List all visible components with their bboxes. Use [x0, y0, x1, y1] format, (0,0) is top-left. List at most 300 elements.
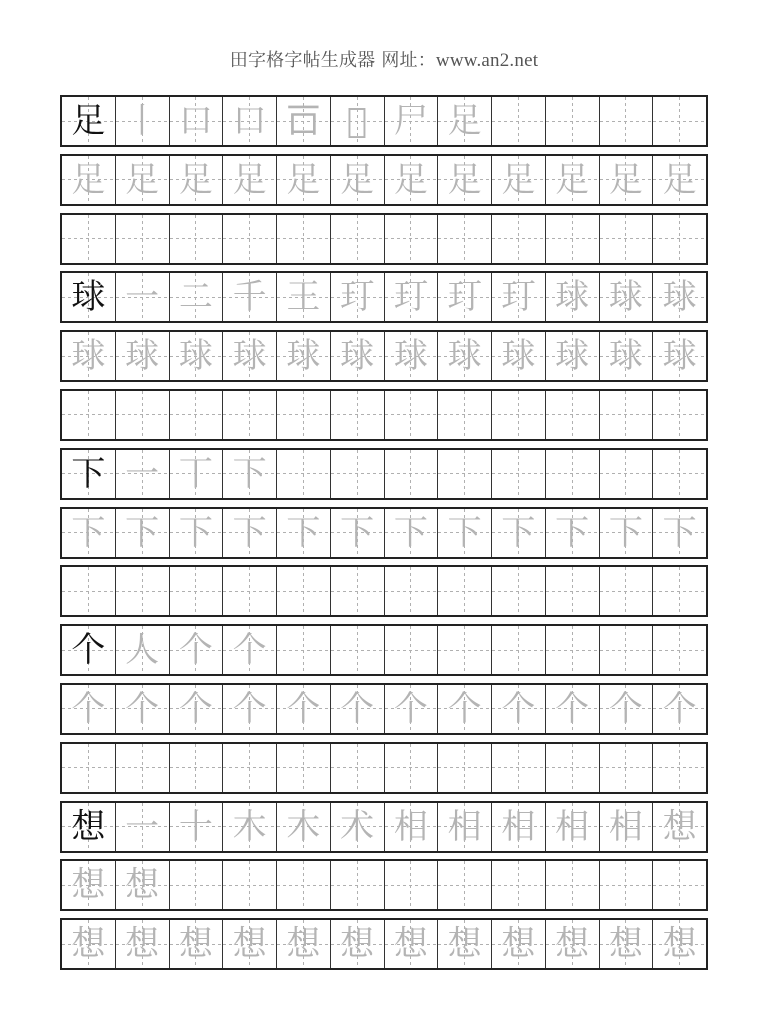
grid-cell: [62, 861, 116, 909]
grid-cell: [653, 332, 706, 380]
trace-character: 丨: [125, 101, 160, 141]
trace-character: [277, 626, 330, 674]
grid-cell: [331, 215, 385, 263]
trace-character: [546, 567, 599, 615]
grid-cell: [277, 920, 331, 968]
practice-row: [60, 213, 708, 265]
grid-cell: [385, 97, 439, 145]
trace-character: [600, 744, 653, 792]
trace-character: [492, 744, 545, 792]
grid-cell: [62, 332, 116, 380]
grid-cell: [600, 273, 654, 321]
trace-character: 想: [125, 924, 160, 965]
trace-character: [492, 626, 545, 674]
trace-character: 球: [662, 277, 697, 318]
grid-cell: [546, 156, 600, 204]
practice-row: [60, 624, 708, 676]
grid-cell: [223, 920, 277, 968]
trace-character: 个: [555, 688, 590, 729]
trace-character: 人: [125, 630, 160, 671]
trace-character: [600, 567, 653, 615]
trace-character: 球: [286, 336, 321, 377]
grid-cell: [331, 803, 385, 851]
grid-cell: [438, 509, 492, 557]
grid-cell: [600, 215, 654, 263]
trace-character: 玎: [447, 277, 482, 318]
trace-character: 下: [125, 512, 160, 553]
trace-character: 个: [125, 688, 160, 729]
grid-cell: [223, 685, 277, 733]
trace-character: [438, 567, 491, 615]
trace-character: [116, 567, 169, 615]
trace-character: [385, 567, 438, 615]
trace-character: [331, 626, 384, 674]
grid-cell: [492, 685, 546, 733]
grid-cell: [331, 861, 385, 909]
grid-cell: [492, 273, 546, 321]
trace-character: 下: [501, 512, 536, 553]
grid-cell: [385, 391, 439, 439]
grid-cell: [546, 626, 600, 674]
grid-cell: [116, 97, 170, 145]
grid-cell: [546, 803, 600, 851]
trace-character: [277, 450, 330, 498]
grid-cell: [385, 626, 439, 674]
grid-cell: [116, 156, 170, 204]
trace-character: [492, 861, 545, 909]
grid-cell: [492, 920, 546, 968]
grid-cell: [277, 685, 331, 733]
grid-cell: [170, 685, 224, 733]
trace-character: [223, 567, 276, 615]
trace-character: 足: [555, 159, 590, 200]
grid-cell: [277, 97, 331, 145]
trace-character: [546, 97, 599, 145]
grid-cell: [546, 685, 600, 733]
grid-cell: [492, 215, 546, 263]
page-header: [0, 46, 768, 72]
trace-character: 二: [178, 277, 213, 318]
grid-cell: [62, 567, 116, 615]
trace-character: [170, 567, 223, 615]
grid-cell: [277, 332, 331, 380]
grid-cell: [492, 803, 546, 851]
trace-character: 一: [125, 453, 160, 494]
trace-character: 足: [608, 159, 643, 200]
trace-character: [546, 861, 599, 909]
grid-cell: [170, 156, 224, 204]
trace-character: 想: [662, 924, 697, 965]
trace-character: [600, 391, 653, 439]
trace-character: 相: [555, 806, 590, 847]
trace-character: [277, 215, 330, 263]
trace-character: [62, 215, 115, 263]
practice-row: [60, 859, 708, 911]
trace-character: 下: [662, 512, 697, 553]
trace-character: [492, 215, 545, 263]
trace-character: 个: [71, 688, 106, 729]
trace-character: 𠯁: [346, 101, 368, 141]
trace-character: [385, 744, 438, 792]
trace-character: [385, 861, 438, 909]
grid-cell: [600, 391, 654, 439]
trace-character: [653, 567, 706, 615]
trace-character: [223, 861, 276, 909]
grid-cell: [492, 861, 546, 909]
trace-character: 球: [555, 336, 590, 377]
grid-cell: [546, 332, 600, 380]
grid-cell: [653, 803, 706, 851]
trace-character: 口: [178, 101, 213, 141]
trace-character: 下: [555, 512, 590, 553]
grid-cell: [653, 97, 706, 145]
trace-character: [438, 391, 491, 439]
grid-cell: [492, 509, 546, 557]
grid-cell: [600, 156, 654, 204]
trace-character: 玎: [393, 277, 428, 318]
grid-cell: [170, 273, 224, 321]
trace-character: [653, 744, 706, 792]
grid-cell: [492, 567, 546, 615]
trace-character: 想: [232, 924, 267, 965]
trace-character: 下: [232, 512, 267, 553]
trace-character: [62, 567, 115, 615]
grid-cell: [492, 97, 546, 145]
trace-character: [223, 215, 276, 263]
trace-character: 口: [232, 101, 267, 141]
trace-character: 足: [232, 159, 267, 200]
grid-cell: [277, 391, 331, 439]
grid-cell: [600, 97, 654, 145]
grid-cell: [223, 861, 277, 909]
grid-cell: [331, 626, 385, 674]
trace-character: [62, 744, 115, 792]
trace-character: 个: [286, 688, 321, 729]
trace-character: [600, 626, 653, 674]
trace-character: 足: [178, 159, 213, 200]
grid-cell: [546, 861, 600, 909]
grid-cell: [331, 685, 385, 733]
grid-cell: [277, 567, 331, 615]
trace-character: [546, 626, 599, 674]
grid-cell: [277, 626, 331, 674]
trace-character: 相: [501, 806, 536, 847]
trace-character: [223, 744, 276, 792]
grid-cell: [492, 744, 546, 792]
grid-cell: [492, 450, 546, 498]
practice-row: [60, 918, 708, 970]
trace-character: [331, 450, 384, 498]
grid-cell: [438, 97, 492, 145]
trace-character: [653, 450, 706, 498]
grid-cell: [385, 332, 439, 380]
trace-character: 𠮛: [286, 101, 321, 141]
grid-cell: [116, 332, 170, 380]
grid-cell: [385, 744, 439, 792]
grid-cell: [223, 744, 277, 792]
trace-character: [170, 744, 223, 792]
practice-row: [60, 565, 708, 617]
trace-character: [331, 391, 384, 439]
trace-character: 想: [125, 865, 160, 906]
trace-character: [492, 450, 545, 498]
trace-character: [546, 744, 599, 792]
trace-character: 球: [608, 336, 643, 377]
grid-cell: [62, 920, 116, 968]
grid-cell: [223, 391, 277, 439]
grid-cell: [331, 97, 385, 145]
model-character: 想: [71, 806, 106, 847]
grid-cell: [170, 215, 224, 263]
page-title: 田字格字帖生成器: [229, 50, 376, 71]
trace-character: [546, 215, 599, 263]
grid-cell: [62, 685, 116, 733]
trace-character: 球: [125, 336, 160, 377]
trace-character: 球: [178, 336, 213, 377]
trace-character: 木: [286, 806, 321, 847]
grid-cell: [653, 156, 706, 204]
grid-cell: [546, 744, 600, 792]
grid-cell: [653, 450, 706, 498]
grid-cell: [492, 332, 546, 380]
grid-cell: [600, 567, 654, 615]
trace-character: 个: [501, 688, 536, 729]
grid-cell: [546, 273, 600, 321]
trace-character: 丅: [178, 453, 213, 494]
trace-character: 足: [286, 159, 321, 200]
grid-cell: [653, 626, 706, 674]
grid-cell: [223, 803, 277, 851]
grid-cell: [653, 744, 706, 792]
grid-cell: [438, 626, 492, 674]
grid-cell: [492, 626, 546, 674]
trace-character: [438, 215, 491, 263]
grid-cell: [653, 920, 706, 968]
grid-cell: [438, 861, 492, 909]
trace-character: 玎: [501, 277, 536, 318]
grid-cell: [331, 509, 385, 557]
grid-cell: [170, 744, 224, 792]
grid-cell: [438, 567, 492, 615]
grid-cell: [223, 626, 277, 674]
trace-character: [277, 567, 330, 615]
trace-character: [62, 391, 115, 439]
practice-row: [60, 801, 708, 853]
trace-character: 个: [393, 688, 428, 729]
grid-cell: [170, 626, 224, 674]
grid-cell: [62, 626, 116, 674]
trace-character: 球: [608, 277, 643, 318]
practice-row: [60, 507, 708, 559]
grid-cell: [600, 744, 654, 792]
trace-character: 足: [125, 159, 160, 200]
grid-cell: [546, 450, 600, 498]
grid-cell: [492, 391, 546, 439]
trace-character: 足: [393, 159, 428, 200]
trace-character: 想: [501, 924, 536, 965]
trace-character: 想: [71, 924, 106, 965]
trace-character: [277, 391, 330, 439]
trace-character: [600, 861, 653, 909]
grid-cell: [385, 803, 439, 851]
grid-cell: [116, 215, 170, 263]
trace-character: [170, 391, 223, 439]
practice-row: [60, 330, 708, 382]
grid-cell: [653, 215, 706, 263]
grid-cell: [600, 685, 654, 733]
grid-cell: [385, 215, 439, 263]
model-character: 足: [71, 101, 106, 141]
trace-character: 足: [662, 159, 697, 200]
trace-character: 足: [447, 159, 482, 200]
trace-character: [331, 567, 384, 615]
grid-cell: [170, 97, 224, 145]
grid-cell: [653, 685, 706, 733]
trace-character: 足: [71, 159, 106, 200]
trace-character: [546, 391, 599, 439]
trace-character: 想: [393, 924, 428, 965]
trace-character: [653, 391, 706, 439]
grid-cell: [62, 215, 116, 263]
practice-row: [60, 389, 708, 441]
grid-cell: [546, 391, 600, 439]
trace-character: [116, 744, 169, 792]
trace-character: 个: [232, 688, 267, 729]
grid-cell: [546, 920, 600, 968]
grid-cell: [116, 567, 170, 615]
trace-character: [331, 744, 384, 792]
grid-cell: [116, 685, 170, 733]
grid-cell: [62, 391, 116, 439]
grid-cell: [385, 567, 439, 615]
grid-cell: [331, 156, 385, 204]
grid-cell: [385, 920, 439, 968]
grid-cell: [277, 744, 331, 792]
grid-cell: [170, 920, 224, 968]
practice-row: [60, 448, 708, 500]
grid-cell: [438, 450, 492, 498]
grid-cell: [653, 391, 706, 439]
trace-character: [653, 626, 706, 674]
grid-cell: [170, 567, 224, 615]
trace-character: 想: [608, 924, 643, 965]
grid-cell: [600, 450, 654, 498]
trace-character: 下: [71, 512, 106, 553]
grid-cell: [653, 861, 706, 909]
trace-character: 千: [232, 277, 267, 318]
trace-character: 下: [340, 512, 375, 553]
trace-character: [653, 861, 706, 909]
practice-row: [60, 742, 708, 794]
trace-character: 球: [555, 277, 590, 318]
trace-character: [170, 861, 223, 909]
grid-cell: [653, 509, 706, 557]
grid-cell: [438, 156, 492, 204]
trace-character: 十: [178, 806, 213, 847]
trace-character: [385, 215, 438, 263]
trace-character: 个: [178, 630, 213, 671]
grid-cell: [62, 97, 116, 145]
grid-cell: [277, 215, 331, 263]
grid-cell: [277, 509, 331, 557]
trace-character: [116, 391, 169, 439]
grid-cell: [116, 803, 170, 851]
grid-cell: [385, 156, 439, 204]
grid-cell: [223, 332, 277, 380]
grid-cell: [331, 744, 385, 792]
grid-cell: [331, 567, 385, 615]
trace-character: [385, 391, 438, 439]
grid-cell: [223, 215, 277, 263]
grid-cell: [116, 509, 170, 557]
url-label: 网址：: [381, 50, 436, 71]
trace-character: [438, 744, 491, 792]
grid-cell: [600, 861, 654, 909]
trace-character: 相: [393, 806, 428, 847]
practice-row: [60, 271, 708, 323]
trace-character: 相: [447, 806, 482, 847]
grid-cell: [546, 567, 600, 615]
grid-cell: [438, 215, 492, 263]
trace-character: 下: [232, 453, 267, 494]
trace-character: 想: [178, 924, 213, 965]
grid-cell: [116, 861, 170, 909]
grid-cell: [600, 920, 654, 968]
grid-cell: [438, 332, 492, 380]
trace-character: [492, 567, 545, 615]
grid-cell: [116, 744, 170, 792]
trace-character: 个: [447, 688, 482, 729]
grid-cell: [600, 509, 654, 557]
trace-character: [492, 391, 545, 439]
grid-cell: [62, 509, 116, 557]
grid-cell: [600, 803, 654, 851]
grid-cell: [438, 803, 492, 851]
grid-cell: [438, 391, 492, 439]
grid-cell: [546, 509, 600, 557]
grid-cell: [170, 391, 224, 439]
grid-cell: [492, 156, 546, 204]
trace-character: 足: [447, 101, 482, 141]
trace-character: 足: [501, 159, 536, 200]
grid-cell: [223, 97, 277, 145]
grid-cell: [385, 509, 439, 557]
trace-character: 球: [393, 336, 428, 377]
grid-cell: [546, 97, 600, 145]
trace-character: 想: [71, 865, 106, 906]
grid-cell: [277, 156, 331, 204]
trace-character: [331, 215, 384, 263]
trace-character: [600, 450, 653, 498]
grid-cell: [170, 803, 224, 851]
model-character: 下: [71, 453, 106, 494]
trace-character: [277, 861, 330, 909]
grid-cell: [116, 273, 170, 321]
trace-character: [277, 744, 330, 792]
trace-character: 想: [555, 924, 590, 965]
trace-character: 下: [286, 512, 321, 553]
trace-character: [170, 215, 223, 263]
trace-character: 玎: [340, 277, 375, 318]
trace-character: 术: [340, 806, 375, 847]
grid-cell: [170, 332, 224, 380]
trace-character: 个: [608, 688, 643, 729]
grid-cell: [438, 273, 492, 321]
grid-cell: [277, 450, 331, 498]
practice-row: [60, 154, 708, 206]
trace-character: 个: [178, 688, 213, 729]
trace-character: [653, 215, 706, 263]
